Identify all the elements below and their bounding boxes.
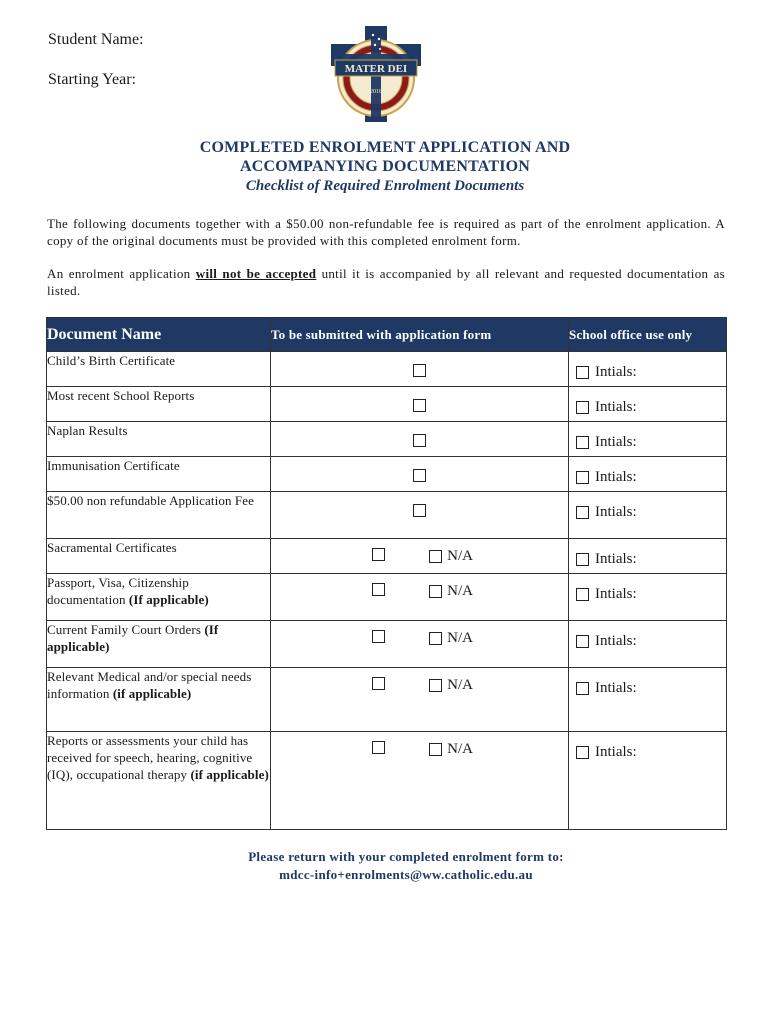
document-name: $50.00 non refundable Application Fee xyxy=(47,493,254,508)
not-applicable-option[interactable] xyxy=(429,630,473,647)
document-name-cell xyxy=(47,621,271,668)
table-row xyxy=(47,621,727,668)
document-name: Passport, Visa, Citizenship documentation xyxy=(47,575,189,607)
document-name: Relevant Medical and/or special needs information xyxy=(47,669,252,701)
document-name-cell xyxy=(47,539,271,574)
submitted-checkbox[interactable] xyxy=(372,548,385,561)
submitted-checkbox[interactable] xyxy=(372,741,385,754)
initials-label: Intials: xyxy=(595,468,637,485)
document-name: Sacramental Certificates xyxy=(47,540,177,555)
footer-email[interactable]: mdcc-info+enrolments@ww.catholic.edu.au xyxy=(279,867,533,882)
submitted-cell xyxy=(271,539,569,574)
initials-label: Intials: xyxy=(595,398,637,415)
footer-instruction: Please return with your completed enrolment form to: xyxy=(248,849,564,864)
header-office-use: School office use only xyxy=(569,318,727,352)
table-row xyxy=(47,457,727,492)
table-row xyxy=(47,492,727,539)
title-line-2: ACCOMPANYING DOCUMENTATION xyxy=(239,158,531,175)
document-name-cell xyxy=(47,668,271,732)
submitted-cell xyxy=(271,621,569,668)
office-use-cell xyxy=(569,387,727,422)
office-use-cell xyxy=(569,732,727,830)
submitted-checkbox[interactable] xyxy=(413,469,426,482)
table-row xyxy=(47,422,727,457)
office-use-cell xyxy=(569,539,727,574)
na-checkbox[interactable] xyxy=(429,743,442,756)
title-block xyxy=(0,138,770,196)
document-name: Child’s Birth Certificate xyxy=(47,353,176,368)
office-checkbox[interactable] xyxy=(576,401,589,414)
na-label: N/A xyxy=(447,548,473,564)
office-checkbox[interactable] xyxy=(576,746,589,759)
document-name-cell xyxy=(47,352,271,387)
submitted-cell xyxy=(271,387,569,422)
office-checkbox[interactable] xyxy=(576,635,589,648)
initials-label: Intials: xyxy=(595,550,637,567)
table-row xyxy=(47,668,727,732)
na-checkbox[interactable] xyxy=(429,679,442,692)
na-checkbox[interactable] xyxy=(429,585,442,598)
document-name-cell xyxy=(47,492,271,539)
submitted-cell xyxy=(271,668,569,732)
office-checkbox[interactable] xyxy=(576,366,589,379)
submitted-checkbox[interactable] xyxy=(413,364,426,377)
document-name-cell xyxy=(47,387,271,422)
submitted-cell xyxy=(271,732,569,830)
document-name-cell xyxy=(47,457,271,492)
submitted-cell xyxy=(271,352,569,387)
submitted-checkbox[interactable] xyxy=(413,434,426,447)
footer xyxy=(0,848,770,884)
header-document-name: Document Name xyxy=(47,318,271,352)
document-name-cell xyxy=(47,422,271,457)
table-row xyxy=(47,539,727,574)
school-crest-logo xyxy=(331,26,421,122)
office-use-cell xyxy=(569,668,727,732)
table-header-row xyxy=(47,318,727,352)
logo-text: MATER DEI xyxy=(344,63,408,75)
title-line-1: COMPLETED ENROLMENT APPLICATION AND xyxy=(199,139,571,156)
intro-paragraph-2 xyxy=(47,265,725,299)
table-row xyxy=(47,352,727,387)
office-checkbox[interactable] xyxy=(576,436,589,449)
intro-paragraph-1: The following documents together with a $50.00 non-refundable fee is required as part of the enrolment application. A copy of the original documents must be provided with this completed enrolment form. xyxy=(47,216,725,248)
office-use-cell xyxy=(569,352,727,387)
intro-p2-before: An enrolment application xyxy=(47,266,191,281)
na-label: N/A xyxy=(447,583,473,599)
initials-label: Intials: xyxy=(595,585,637,602)
table-row xyxy=(47,732,727,830)
document-name: Reports or assessments your child has received for speech, hearing, cognitive (IQ), occupational therapy xyxy=(47,733,253,782)
office-checkbox[interactable] xyxy=(576,471,589,484)
intro-p2-after: until it is accompanied by all relevant and requested documentation as listed. xyxy=(47,266,725,298)
student-name-label: Student Name: xyxy=(48,31,144,48)
document-name: Most recent School Reports xyxy=(47,388,195,403)
not-applicable-option[interactable] xyxy=(429,677,473,694)
not-applicable-option[interactable] xyxy=(429,548,473,565)
applicable-note: (if applicable) xyxy=(190,767,269,782)
document-checklist-table xyxy=(46,317,727,830)
applicable-note: (If applicable) xyxy=(47,622,219,654)
initials-label: Intials: xyxy=(595,363,637,380)
na-checkbox[interactable] xyxy=(429,550,442,563)
submitted-cell xyxy=(271,457,569,492)
office-use-cell xyxy=(569,422,727,457)
submitted-checkbox[interactable] xyxy=(372,630,385,643)
office-use-cell xyxy=(569,492,727,539)
document-name: Naplan Results xyxy=(47,423,128,438)
submitted-cell xyxy=(271,492,569,539)
initials-label: Intials: xyxy=(595,503,637,520)
office-use-cell xyxy=(569,574,727,621)
starting-year-label: Starting Year: xyxy=(48,71,136,88)
office-checkbox[interactable] xyxy=(576,682,589,695)
office-use-cell xyxy=(569,457,727,492)
submitted-cell xyxy=(271,574,569,621)
document-name: Immunisation Certificate xyxy=(47,458,180,473)
document-name-cell xyxy=(47,574,271,621)
office-checkbox[interactable] xyxy=(576,553,589,566)
submitted-checkbox[interactable] xyxy=(413,399,426,412)
intro-p2-emphasis: will not be accepted xyxy=(195,266,317,281)
submitted-checkbox[interactable] xyxy=(372,583,385,596)
initials-label: Intials: xyxy=(595,632,637,649)
table-row xyxy=(47,574,727,621)
not-applicable-option[interactable] xyxy=(429,741,473,758)
na-label: N/A xyxy=(447,630,473,646)
document-name: Current Family Court Orders xyxy=(47,622,201,637)
submitted-cell xyxy=(271,422,569,457)
initials-label: Intials: xyxy=(595,679,637,696)
submitted-checkbox[interactable] xyxy=(413,504,426,517)
initials-label: Intials: xyxy=(595,743,637,760)
subtitle: Checklist of Required Enrolment Documents xyxy=(245,178,525,194)
applicable-note: (if applicable) xyxy=(112,686,192,701)
office-checkbox[interactable] xyxy=(576,506,589,519)
applicable-note: (If applicable) xyxy=(128,592,209,607)
office-checkbox[interactable] xyxy=(576,588,589,601)
office-use-cell xyxy=(569,621,727,668)
table-row xyxy=(47,387,727,422)
initials-label: Intials: xyxy=(595,433,637,450)
na-label: N/A xyxy=(447,741,473,757)
submitted-checkbox[interactable] xyxy=(372,677,385,690)
document-name-cell xyxy=(47,732,271,830)
header-submitted: To be submitted with application form xyxy=(271,318,569,352)
logo-date: 2018 xyxy=(370,89,382,95)
not-applicable-option[interactable] xyxy=(429,583,473,600)
na-label: N/A xyxy=(447,677,473,693)
na-checkbox[interactable] xyxy=(429,632,442,645)
